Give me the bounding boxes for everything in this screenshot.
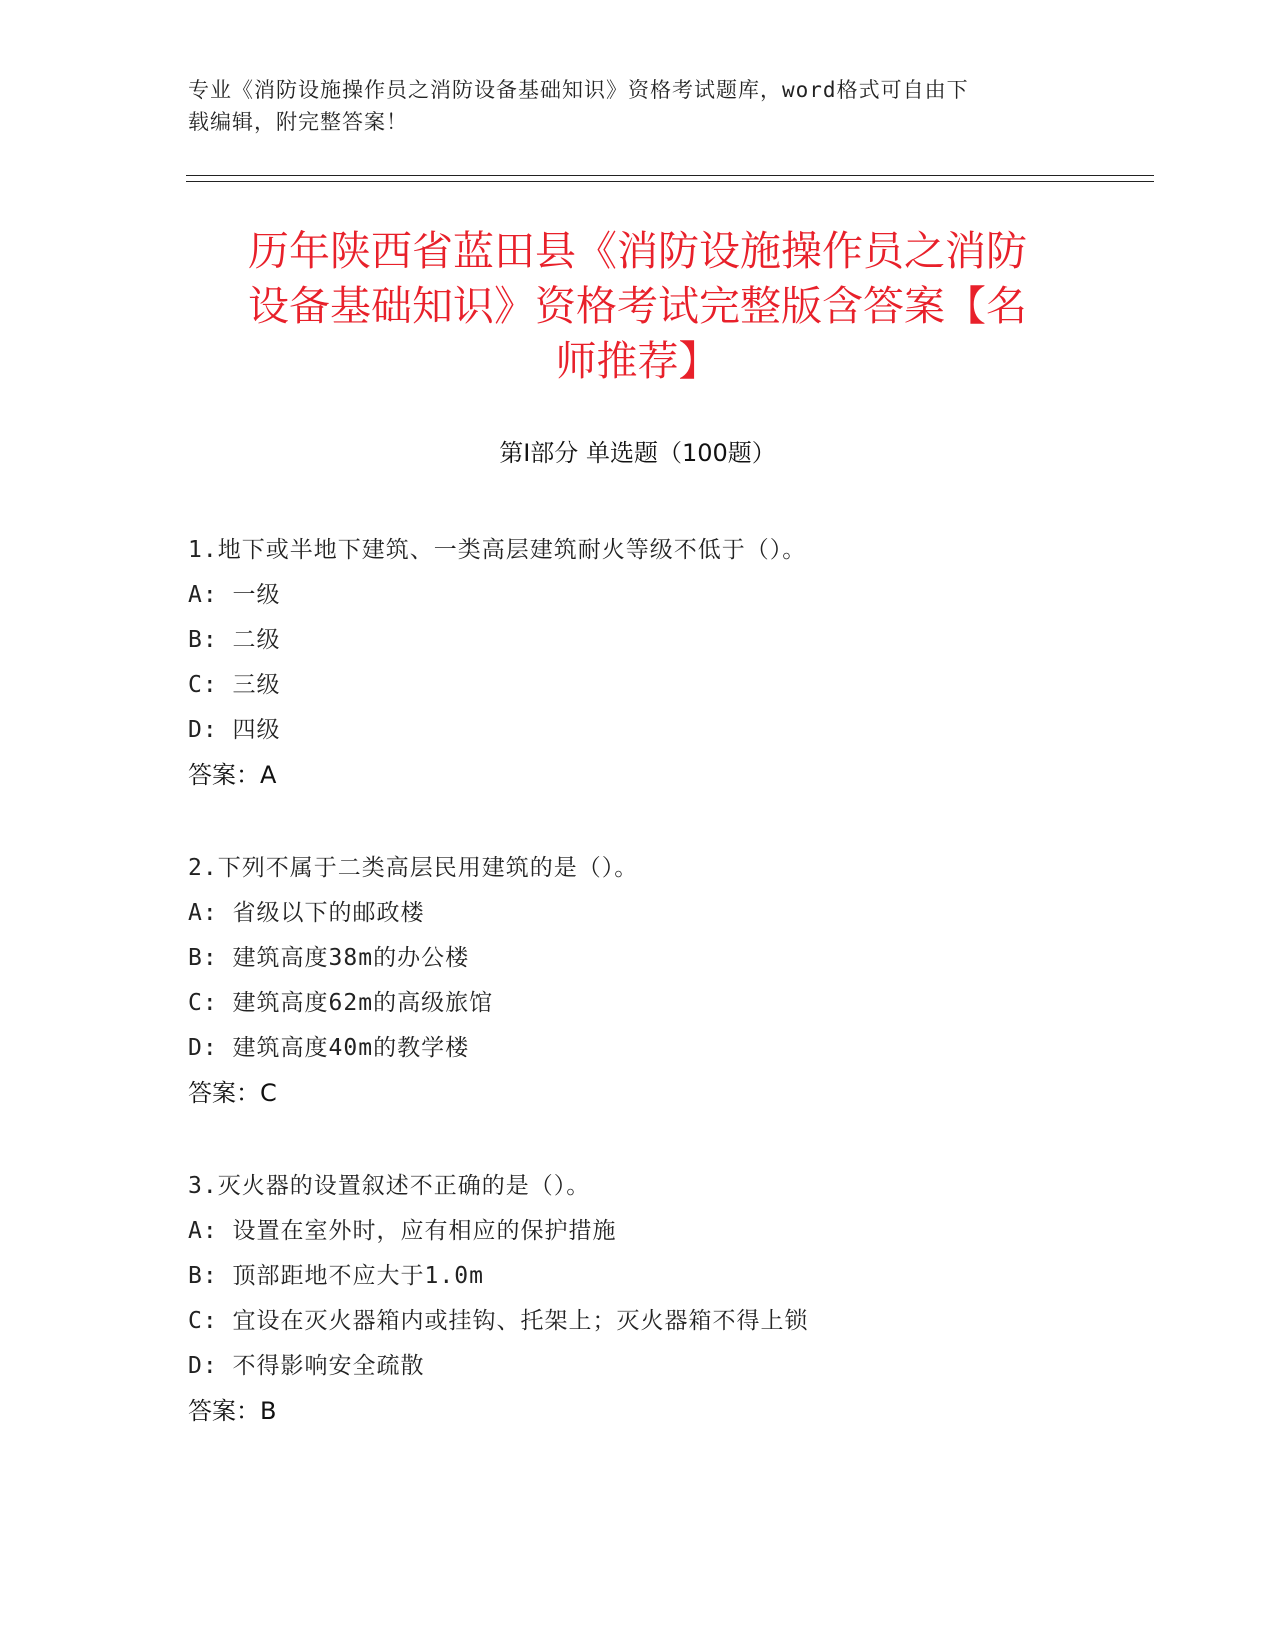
title-line-1: 历年陕西省蓝田县《消防设施操作员之消防 [248,227,1027,275]
header-divider-top [186,175,1154,176]
header-note-line-2: 载编辑，附完整答案！ [188,110,408,134]
option-d: D: 建筑高度40m的教学楼 [188,1035,470,1061]
option-a: A: 设置在室外时，应有相应的保护措施 [188,1218,617,1244]
answer: 答案：C [188,1079,277,1107]
option-a: A: 一级 [188,582,281,608]
option-a: A: 省级以下的邮政楼 [188,900,425,926]
document-title [180,224,1095,389]
question-stem: 2.下列不属于二类高层民用建筑的是（）。 [188,855,639,881]
option-b: B: 顶部距地不应大于1.0m [188,1263,484,1289]
option-c: C: 宜设在灭火器箱内或挂钩、托架上；灭火器箱不得上锁 [188,1308,809,1334]
option-c: C: 建筑高度62m的高级旅馆 [188,990,494,1016]
option-d: D: 不得影响安全疏散 [188,1353,425,1379]
option-d: D: 四级 [188,717,281,743]
question-2 [188,846,1188,1116]
section-heading: 第Ⅰ部分 单选题（100题） [499,439,776,467]
header-note-line-1: 专业《消防设施操作员之消防设备基础知识》资格考试题库，word格式可自由下 [188,78,969,102]
answer: 答案：B [188,1397,277,1425]
question-3 [188,1164,1188,1434]
document-header-note [188,74,1088,138]
answer: 答案：A [188,761,277,789]
question-stem: 3.灭火器的设置叙述不正确的是（）。 [188,1173,591,1199]
title-line-2: 设备基础知识》资格考试完整版含答案【名 [248,282,1027,330]
question-stem: 1.地下或半地下建筑、一类高层建筑耐火等级不低于（）。 [188,537,807,563]
title-line-3: 师推荐】 [555,337,720,385]
question-1 [188,528,1188,798]
header-divider-bottom [186,181,1154,182]
option-b: B: 二级 [188,627,281,653]
option-b: B: 建筑高度38m的办公楼 [188,945,470,971]
option-c: C: 三级 [188,672,281,698]
